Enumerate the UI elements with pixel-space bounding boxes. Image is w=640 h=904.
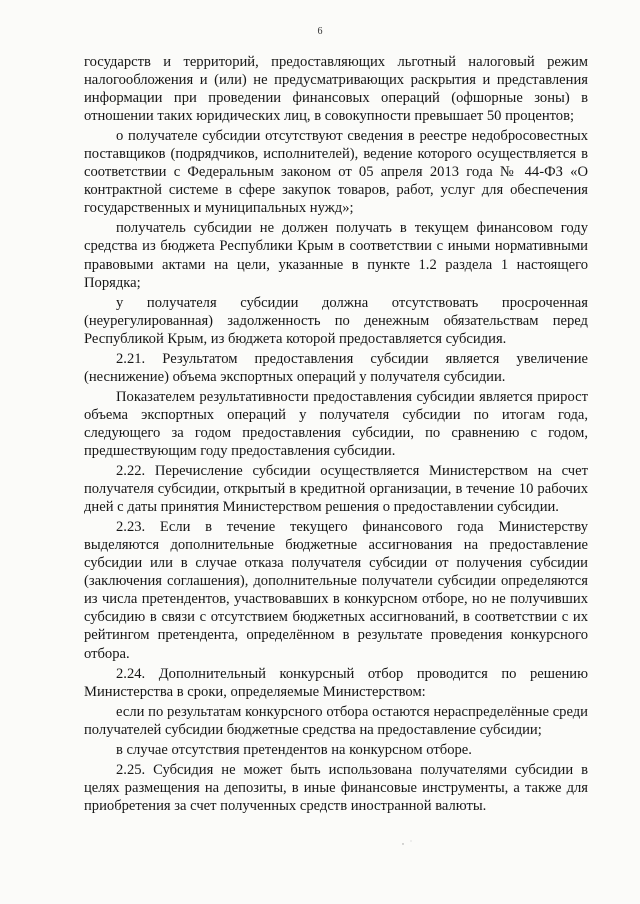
paragraph-no-applicants: в случае отсутствия претендентов на конкурсном отборе. — [116, 741, 472, 758]
paragraph-effectiveness-indicator: Показателем результативности предоставления субсидии является прирост объема экспортных операций у получателя субсидии по итогам года, следующего за годом предоставления субсидии, по сравнению с годом, предшествующим году предоставления субсидии. — [84, 388, 588, 459]
paragraph-2-25-usage-restrictions: 2.25. Субсидия не может быть использована получателями субсидии в целях размещения на депозиты, в иные финансовые инструменты, а также для приобретения за счет полученных средств иностранной валюты. — [84, 761, 588, 814]
paragraph-2-24-additional-selection: 2.24. Дополнительный конкурсный отбор проводится по решению Министерства в сроки, определяемые Министерством: — [84, 665, 588, 700]
paragraph-2-21-result: 2.21. Результатом предоставления субсидии является увеличение (неснижение) объема экспортных операций у получателя субсидии. — [84, 350, 588, 385]
paragraph-offshore-continuation: государств и территорий, предоставляющих льготный налоговый режим налогообложения и (или) не предусматривающих раскрытия и представления информации при проведении финансовых операций (офшорные зоны) в отношении таких юридических лиц, в совокупности превышает 50 процентов; — [84, 54, 588, 125]
scan-speck-marks — [400, 838, 420, 848]
paragraph-2-23-additional-recipients: 2.23. Если в течение текущего финансового года Министерству выделяются дополнительные бюджетные ассигнования на предоставление субсидии или в случае отказа получателя субсидии от получения субсидии (заключения соглашения), дополнительные получатели субсидии определяются из числа претендентов, участвовавших в конкурсном отборе, но не получивших субсидию в связи с отсутствием бюджетных ассигнований, в соответствии с их рейтингом претендента, определённом в результате проведения конкурсного отбора. — [84, 519, 588, 662]
paragraph-undistributed-funds: если по результатам конкурсного отбора остаются нераспределённые среди получателей субсидии бюджетные средства на предоставление субсидии; — [84, 703, 588, 738]
page-number: 6 — [317, 26, 323, 37]
paragraph-2-22-transfer: 2.22. Перечисление субсидии осуществляется Министерством на счет получателя субсидии, открытый в кредитной организации, в течение 10 рабочих дней с даты принятия Министерством решения о предоставлении субсидии. — [84, 463, 588, 516]
document-body — [84, 53, 588, 815]
paragraph-no-other-budget-funds: получатель субсидии не должен получать в текущем финансовом году средства из бюджета Республики Крым в соответствии с иными нормативными правовыми актами на цели, указанные в пункте 1.2 раздела 1 настоящего Порядка; — [84, 220, 588, 291]
paragraph-no-overdue-debt: у получателя субсидии должна отсутствовать просроченная (неурегулированная) задолженность по денежным обязательствам перед Республикой Крым, из бюджета которой предоставляется субсидия. — [84, 294, 588, 347]
paragraph-unfair-suppliers-registry: о получателе субсидии отсутствуют сведения в реестре недобросовестных поставщиков (подрядчиков, исполнителей), ведение которого осуществляется в соответствии с Федеральным законом от 05 апреля 2013 года № 44-ФЗ «О контрактной системе в сфере закупок товаров, работ, услуг для обеспечения государственных и муниципальных нужд»; — [84, 128, 588, 217]
